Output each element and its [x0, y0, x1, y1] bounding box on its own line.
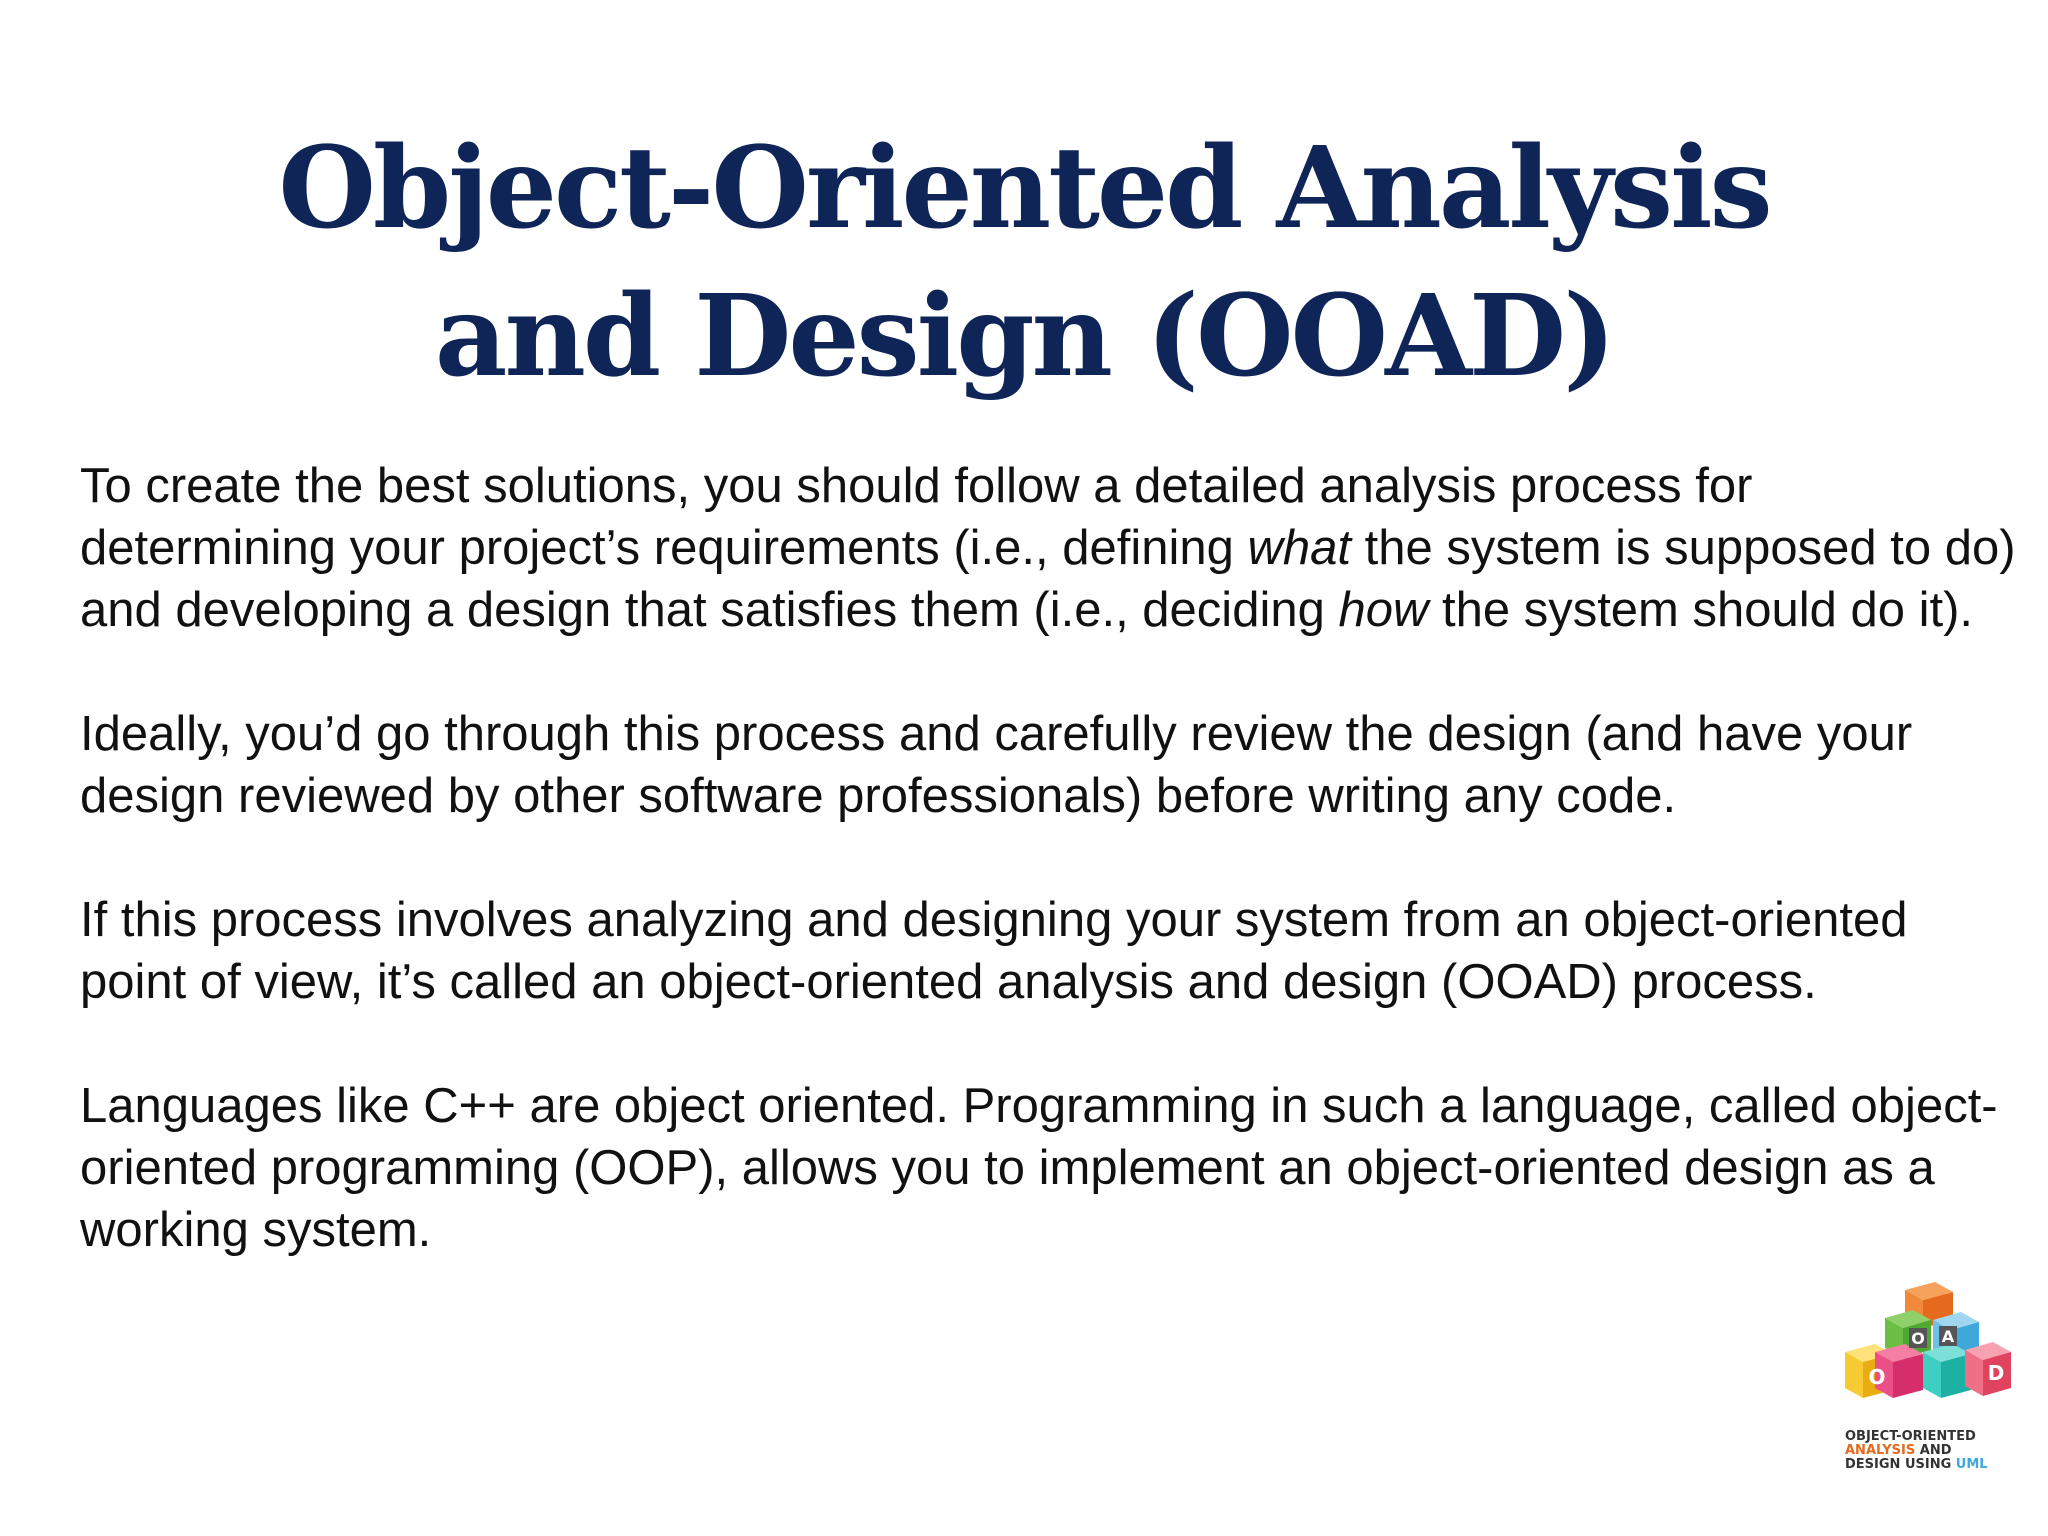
paragraph-1-text-c: the system should do it).: [1428, 583, 1974, 637]
ooad-logo: [1825, 1280, 2035, 1490]
title-line-2: and Design (OOAD): [434, 271, 1614, 403]
logo-letter-o-top: O: [1911, 1329, 1925, 1348]
logo-caption-uml: UML: [1951, 1457, 1988, 1472]
logo-letter-d: D: [1987, 1361, 2005, 1385]
logo-caption-line-1: OBJECT-ORIENTED: [1845, 1429, 1976, 1444]
logo-caption-and: AND: [1915, 1443, 1952, 1458]
emphasis-what: what: [1247, 521, 1352, 575]
paragraph-4: Languages like C++ are object oriented. Programming in such a language, called object-oriented programming (OOP), allows you to implement an object-oriented design as a working system.: [80, 1079, 1998, 1257]
logo-caption-line-2: [1845, 1443, 1952, 1458]
paragraph-3: If this process involves analyzing and designing your system from an object-oriented point of view, it’s called an object-oriented analysis and design (OOAD) process.: [80, 893, 1908, 1009]
title-line-1: Object-Oriented Analysis: [278, 123, 1770, 255]
paragraph-1-text-b: the system is supposed to do) and developing a design that satisfies them (i.e., deciding: [80, 521, 2016, 637]
logo-letter-o-left: O: [1868, 1365, 1886, 1389]
paragraph-2: Ideally, you’d go through this process and carefully review the design (and have your design reviewed by other software professionals) before writing any code.: [80, 707, 1913, 823]
emphasis-how: how: [1338, 583, 1429, 637]
logo-caption-analysis: ANALYSIS: [1845, 1443, 1916, 1458]
slide-title: [0, 115, 2048, 411]
logo-letter-a: A: [1941, 1327, 1955, 1346]
logo-caption-line-3: [1845, 1457, 1988, 1472]
paragraph-1: [80, 455, 2020, 641]
logo-caption-design-using: DESIGN USING: [1845, 1457, 1952, 1472]
slide-body: [80, 455, 2020, 1261]
paragraph-1-text-a: To create the best solutions, you should follow a detailed analysis process for determining your project’s requirements (i.e., defining: [80, 459, 1753, 575]
